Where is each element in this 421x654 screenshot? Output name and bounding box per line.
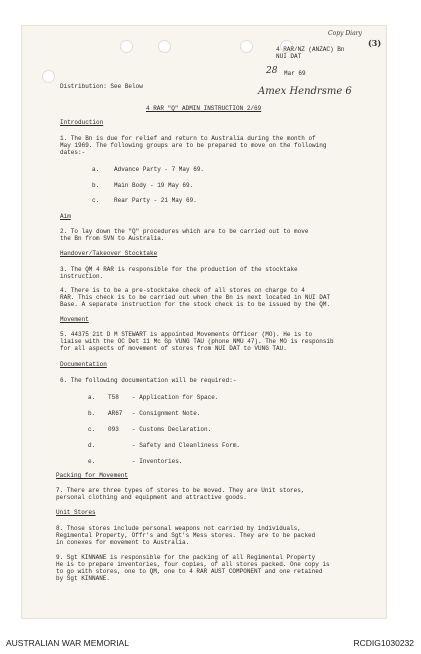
para-8-line: in conexes for movement to Australia. bbox=[56, 539, 190, 546]
list-letter: e. bbox=[88, 458, 96, 465]
para-5-line: 5. 44375 21t D M STEWART is appointed Movements Officer (MO). He is to bbox=[60, 331, 313, 338]
para-9-line: to go with stores, one to QM, one to 4 RAR AUST COMPONENT and one retained bbox=[56, 568, 323, 575]
para-5-line: for all aspects of movement of stores from NUI DAT to VUNG TAU. bbox=[60, 345, 287, 352]
form-number: AR67 bbox=[108, 410, 123, 417]
document-title: 4 RAR "Q" ADMIN INSTRUCTION 2/69 bbox=[146, 105, 262, 112]
para-9-line: by Sgt KINNANE. bbox=[56, 575, 111, 582]
page-number: (3) bbox=[368, 38, 382, 48]
list-letter: d. bbox=[88, 442, 96, 449]
document-page bbox=[22, 26, 386, 618]
record-id: RCDIG1030232 bbox=[353, 638, 414, 648]
list-letter: b. bbox=[92, 182, 100, 189]
para-8-line: 8. Those stores include personal weapons not carried by individuals, bbox=[56, 525, 301, 532]
date-day: 28 bbox=[266, 66, 278, 76]
para-7-line: personal clothing and equipment and attractive goods. bbox=[56, 494, 247, 501]
para-1-line: 1. The Bn is due for relief and return to Australia during the month of bbox=[60, 135, 316, 142]
punch-hole bbox=[120, 40, 133, 53]
para-1-line: dates:- bbox=[60, 149, 86, 156]
list-letter: c. bbox=[88, 426, 96, 433]
list-item: - Safety and Cleanliness Form. bbox=[132, 442, 241, 449]
distribution-line: Distribution: See Below bbox=[60, 83, 143, 90]
para-9-line: 9. Sgt KINNANE is responsible for the packing of all Regimental Property bbox=[56, 554, 316, 561]
punch-hole bbox=[158, 40, 171, 53]
unit-name: 4 RAR/NZ (ANZAC) Bn bbox=[276, 46, 345, 53]
para-3-line: 3. The QM 4 RAR is responsible for the production of the stocktake bbox=[60, 266, 298, 273]
list-item: Main Body - 19 May 69. bbox=[114, 182, 194, 189]
list-item: - Application for Space. bbox=[132, 394, 219, 401]
section-introduction: Introduction bbox=[60, 119, 104, 126]
punch-hole bbox=[42, 70, 55, 83]
list-item: - Consignment Note. bbox=[132, 410, 201, 417]
list-letter: b. bbox=[88, 410, 96, 417]
para-8-line: Regimental Property, Offr's and Sgt's Mess stores. They are to be packed bbox=[56, 532, 316, 539]
punch-hole bbox=[240, 40, 253, 53]
para-2-line: 2. To lay down the "Q" procedures which are to be carried out to move bbox=[60, 228, 309, 235]
section-unit-stores: Unit Stores bbox=[56, 509, 96, 516]
section-packing: Packing for Movement bbox=[56, 472, 129, 479]
list-letter: c. bbox=[92, 197, 100, 204]
para-6-intro: 6. The following documentation will be required:- bbox=[60, 377, 237, 384]
copy-note: Copy Diary bbox=[328, 30, 362, 37]
para-9-line: He is to prepare inventories, four copies, of all stores packed. One copy is bbox=[56, 561, 330, 568]
form-number: 093 bbox=[108, 426, 119, 433]
amendment-note: Amex Hendrsme 6 bbox=[258, 86, 352, 97]
para-2-line: the Bn from SVN to Australia. bbox=[60, 235, 165, 242]
para-4-line: RAR. This check is to be carried out when the Bn is next located in NUI DAT bbox=[60, 294, 331, 301]
date-month-year: Mar 69 bbox=[284, 70, 306, 77]
list-item: - Inventories. bbox=[132, 458, 183, 465]
list-item: Rear Party - 21 May 69. bbox=[114, 197, 197, 204]
section-documentation: Documentation bbox=[60, 361, 107, 368]
para-7-line: 7. There are three types of stores to be moved. They are Unit stores, bbox=[56, 487, 305, 494]
unit-location: NUI DAT bbox=[276, 53, 302, 60]
para-4-line: 4. There is to be a pre-stocktake check of all stores on charge to 4 bbox=[60, 287, 305, 294]
para-5-line: liaise with the OC Det 11 Mc Gp VUNG TAU (phone NMU 47). The MO is responsib bbox=[60, 338, 334, 345]
para-1-line: May 1969. The following groups are to be prepared to move on the following bbox=[60, 142, 327, 149]
form-number: T58 bbox=[108, 394, 119, 401]
list-item: - Customs Declaration. bbox=[132, 426, 212, 433]
archive-footer bbox=[0, 630, 421, 654]
para-4-line: Base. A separate instruction for the stock check is to be issued by the QM. bbox=[60, 301, 331, 308]
section-handover: Handover/Takeover Stocktake bbox=[60, 250, 158, 257]
archive-name: AUSTRALIAN WAR MEMORIAL bbox=[6, 638, 129, 648]
section-aim: Aim bbox=[60, 213, 71, 220]
list-letter: a. bbox=[88, 394, 96, 401]
para-3-line: instruction. bbox=[60, 273, 104, 280]
section-movement: Movement bbox=[60, 316, 89, 323]
list-letter: a. bbox=[92, 166, 100, 173]
list-item: Advance Party - 7 May 69. bbox=[114, 166, 205, 173]
